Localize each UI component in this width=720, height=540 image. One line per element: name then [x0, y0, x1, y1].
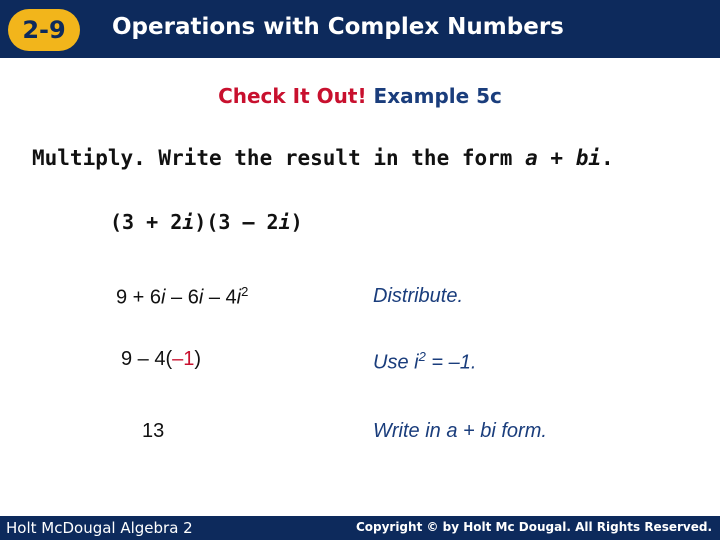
step-2-expression [121, 348, 201, 371]
instruction-var-a: a [525, 146, 538, 170]
step-2-part-a: 9 – 4( [121, 348, 173, 370]
step-2-note-exponent: 2 [418, 349, 426, 364]
instruction-period: . [600, 146, 614, 170]
step-1-exponent: 2 [241, 284, 249, 299]
step-1-i-1: i [161, 286, 166, 309]
step-2-note-i: i [414, 351, 419, 374]
footer-copyright: Copyright © by Holt Mc Dougal. All Rights Reserved. [355, 520, 712, 534]
step-2-note-a: Use [373, 351, 415, 374]
expression-i-1: i [182, 210, 195, 234]
expression-part-3: ) [290, 210, 303, 234]
page-title: Operations with Complex Numbers [112, 14, 564, 40]
instruction-start: Multiply. Write the result in the form [32, 146, 526, 170]
step-1-part-b: – 6 [165, 286, 199, 309]
step-1-note: Distribute. [373, 285, 464, 307]
step-2-note [373, 349, 476, 375]
step-1-expression [116, 284, 248, 310]
check-it-out-label: Check It Out! [218, 84, 367, 108]
step-2-part-c: ) [194, 348, 202, 370]
expression-part-2: )(3 – 2 [194, 210, 279, 234]
instruction-plus: + [537, 146, 576, 170]
footer-bar [0, 516, 720, 540]
header-bar [0, 0, 720, 58]
step-2-note-b: = –1. [425, 351, 477, 374]
step-2-negative-one: –1 [172, 348, 195, 370]
instruction-text [32, 146, 614, 170]
expression-part-1: (3 + 2 [110, 210, 183, 234]
footer-book-title: Holt McDougal Algebra 2 [6, 519, 193, 537]
step-1-i-3: i [236, 286, 242, 309]
lesson-number-badge: 2-9 [8, 9, 80, 51]
step-3-note: Write in a + bi form. [373, 420, 547, 442]
step-3-expression [142, 420, 164, 443]
example-subtitle [0, 84, 720, 108]
example-label: Example 5c [373, 84, 502, 108]
instruction-var-bi: bi [575, 146, 601, 170]
step-1-part-a: 9 + 6 [116, 286, 162, 309]
problem-expression [110, 210, 303, 234]
step-1-i-2: i [198, 286, 204, 309]
expression-i-2: i [278, 210, 291, 234]
step-3-result: 13 [142, 420, 165, 442]
step-1-part-c: – 4 [203, 286, 237, 309]
